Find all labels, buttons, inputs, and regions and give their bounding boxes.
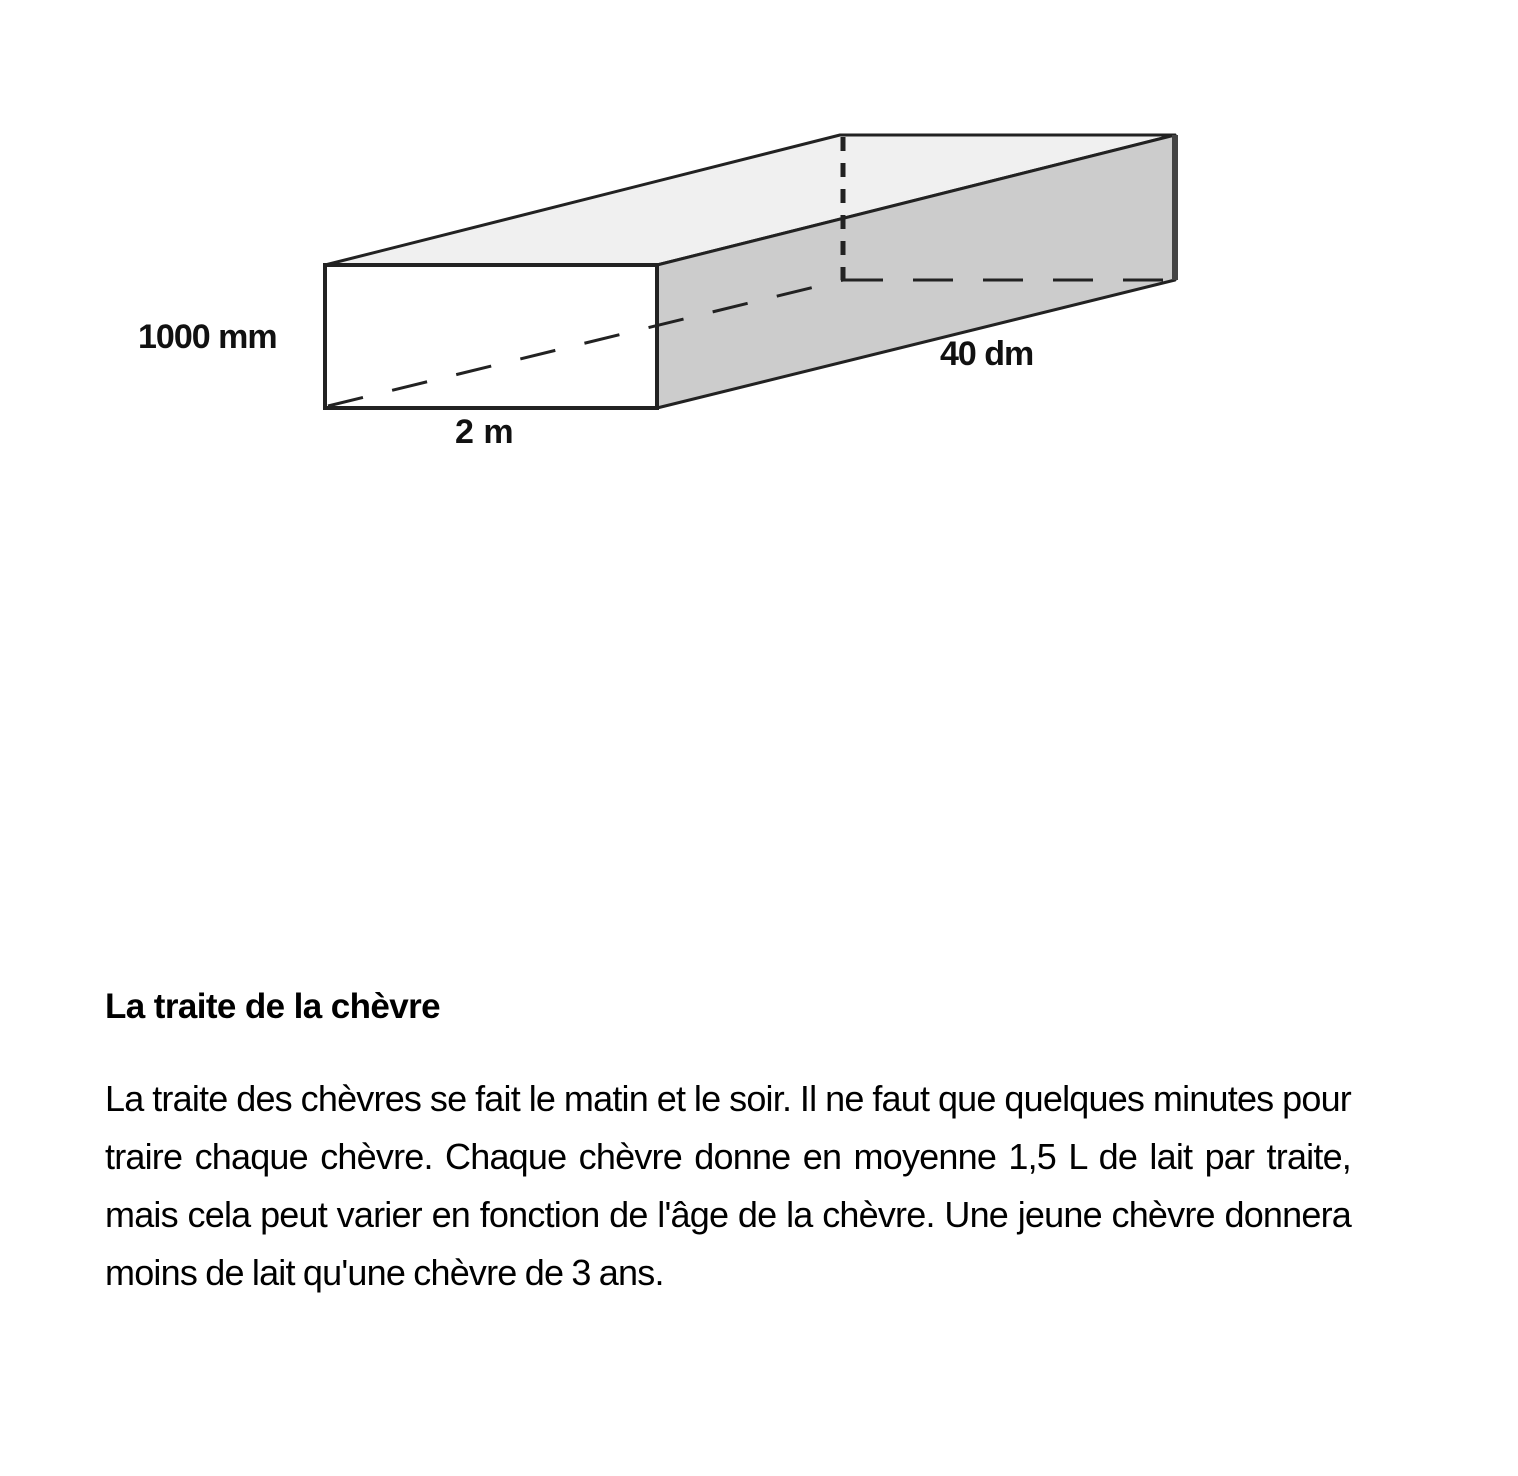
height-label: 1000 mm: [138, 318, 277, 356]
rectangular-prism-figure: [0, 0, 1518, 480]
section-title: La traite de la chèvre: [105, 987, 441, 1026]
width-label: 2 m: [455, 413, 514, 451]
length-label: 40 dm: [940, 335, 1034, 373]
prism-drawing: [0, 0, 1518, 480]
section-paragraph: La traite des chèvres se fait le matin et le soir. Il ne faut que quelques minutes pour traire chaque chèvre. Chaque chèvre donne en moyenne 1,5 L de lait par traite, mais cela peut varier en fonction de l'âge de la chèvre. Une jeune chèvre donnera moins de lait qu'une chèvre de 3 ans.: [105, 1078, 1351, 1293]
